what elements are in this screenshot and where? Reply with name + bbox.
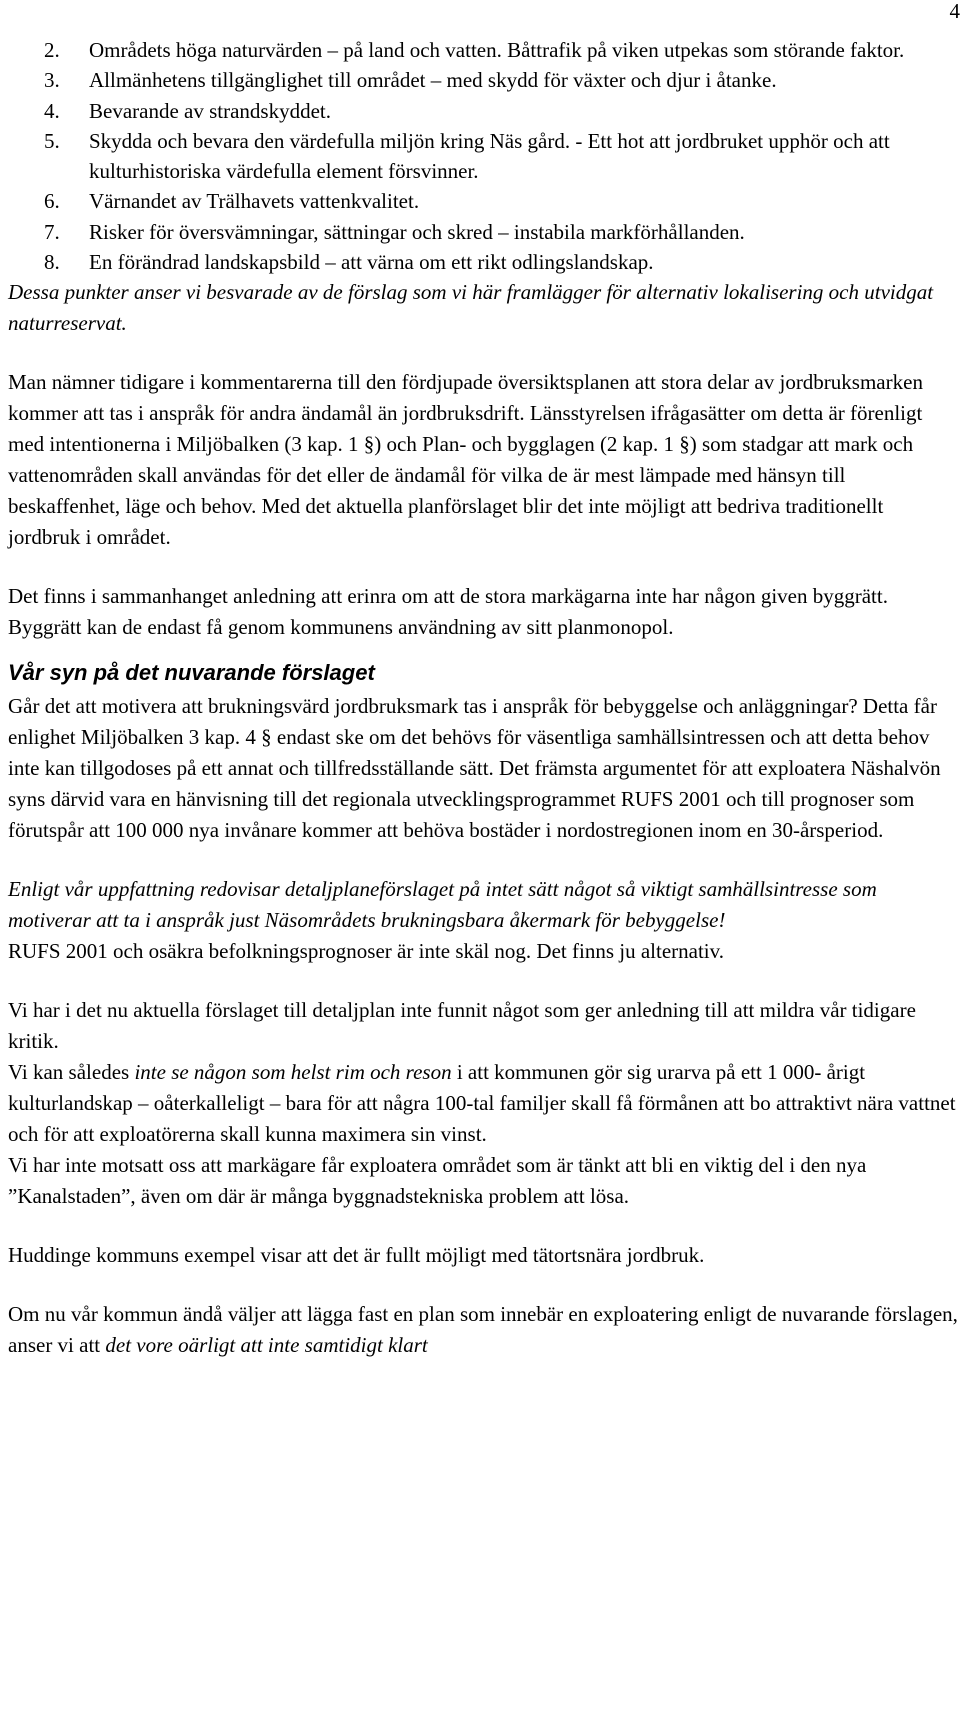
paragraph-current-proposal: Vi har i det nu aktuella förslaget till detaljplan inte funnit något som ger anledning till att mildra vår tidigare kritik. <box>8 998 916 1054</box>
list-item <box>8 35 958 65</box>
section-heading: Vår syn på det nuvarande förslaget <box>8 660 375 686</box>
list-item-number: 5. <box>44 128 60 153</box>
paragraph-opinion: Enligt vår uppfattning redovisar detaljplaneförslaget på intet sätt något så viktigt samhällsintresse som motiverar att ta i anspråk just Näsområdets brukningsbara åkermark för bebyggelse! <box>8 877 877 933</box>
paragraph-huddinge: Huddinge kommuns exempel visar att det är fullt möjligt med tätortsnära jordbruk. <box>8 1243 705 1268</box>
list-item-number: 6. <box>44 189 60 214</box>
paragraph-final <box>8 1299 958 1361</box>
paragraph-motivate: Går det att motivera att brukningsvärd jordbruksmark tas i anspråk för bebyggelse och anläggningar? Detta får enlighet Miljöbalken 3 kap. 4 § endast ske om det behövs för väsentliga samhällsintressen och att detta behov inte kan tillgodoses på ett annat och tillfredsställande sätt. Det främsta argumentet för att exploatera Näshalvön syns därvid vara en hänvisning till det regionala utvecklingsprogrammet RUFS 2001 och till prognoser som förutspår att 100 000 nya invånare kommer att behöva bostäder i nordostregionen inom en 30-årsperiod. <box>8 694 941 843</box>
page-number: 4 <box>949 0 960 23</box>
list-item <box>8 126 958 187</box>
paragraph-reason <box>8 1057 958 1150</box>
final-text-emphasis: det vore oärligt att inte samtidigt klart <box>105 1333 428 1358</box>
list-item-text: Bevarande av strandskyddet. <box>89 98 332 123</box>
paragraph-rufs: RUFS 2001 och osäkra befolkningsprognoser är inte skäl nog. Det finns ju alternativ. <box>8 939 725 964</box>
list-item-text: Värnandet av Trälhavets vattenkvalitet. <box>89 189 420 214</box>
document-body <box>8 35 958 1361</box>
list-item-number: 4. <box>44 98 60 123</box>
list-item-number: 7. <box>44 219 60 244</box>
numbered-list <box>8 35 958 277</box>
list-item <box>8 96 958 126</box>
list-item-number: 2. <box>44 38 60 62</box>
list-item <box>8 217 958 247</box>
paragraph-landowners: Det finns i sammanhanget anledning att erinra om att de stora markägarna inte har någon given byggrätt. Byggrätt kan de endast få genom kommunens användning av sitt planmonopol. <box>8 584 888 640</box>
list-item <box>8 186 958 216</box>
list-item-number: 3. <box>44 68 60 93</box>
list-item-number: 8. <box>44 250 60 275</box>
list-conclusion: Dessa punkter anser vi besvarade av de förslag som vi här framlägger för alternativ lokalisering och utvidgat naturreservat. <box>8 280 934 336</box>
list-item-text: Områdets höga naturvärden – på land och vatten. Båttrafik på viken utpekas som störande faktor. <box>89 38 905 62</box>
paragraph-comments: Man nämner tidigare i kommentarerna till den fördjupade översiktsplanen att stora delar av jordbruksmarken kommer att tas i anspråk för andra ändamål än jordbruksdrift. Länsstyrelsen ifrågasätter om detta är förenligt med intentionerna i Miljöbalken (3 kap. 1 §) och Plan- och bygglagen (2 kap. 1 §) som stadgar att mark och vattenområden skall användas för det eller de ändamål för vilka de är mest lämpade med hänsyn till beskaffenhet, läge och behov. Med det aktuella planförslaget blir det inte möjligt att bedriva traditionellt jordbruk i området. <box>8 370 923 550</box>
list-item-text: En förändrad landskapsbild – att värna om ett rikt odlingslandskap. <box>89 250 654 275</box>
list-item <box>8 65 958 95</box>
list-item-text: Risker för översvämningar, sättningar och skred – instabila markförhållanden. <box>89 219 745 244</box>
final-text-start: Om nu vår kommun ändå väljer att lägga fast en plan som innebär en exploatering enligt de nuvarande förslagen, anser vi att <box>8 1302 958 1358</box>
list-item-text: Skydda och bevara den värdefulla miljön kring Näs gård. - Ett hot att jordbruket upphör och att kulturhistoriska värdefulla element försvinner. <box>89 128 890 184</box>
list-item-text: Allmänhetens tillgänglighet till området – med skydd för växter och djur i åtanke. <box>89 68 777 93</box>
reason-text-start: Vi kan således <box>8 1060 135 1085</box>
reason-text-emphasis: inte se någon som helst rim och reson <box>134 1060 452 1085</box>
paragraph-not-opposed: Vi har inte motsatt oss att markägare får exploatera området som är tänkt att bli en viktig del i den nya ”Kanalstaden”, även om där är många byggnadstekniska problem att lösa. <box>8 1153 867 1209</box>
reason-text-end: i att kommunen gör sig urarva på ett 1 000- årigt kulturlandskap – oåterkalleligt – bara för att några 100-tal familjer skall få förmånen att bo attraktivt nära vattnet och för att exploatörerna skall kunna maximera sin vinst. <box>8 1060 956 1147</box>
list-item <box>8 247 958 277</box>
